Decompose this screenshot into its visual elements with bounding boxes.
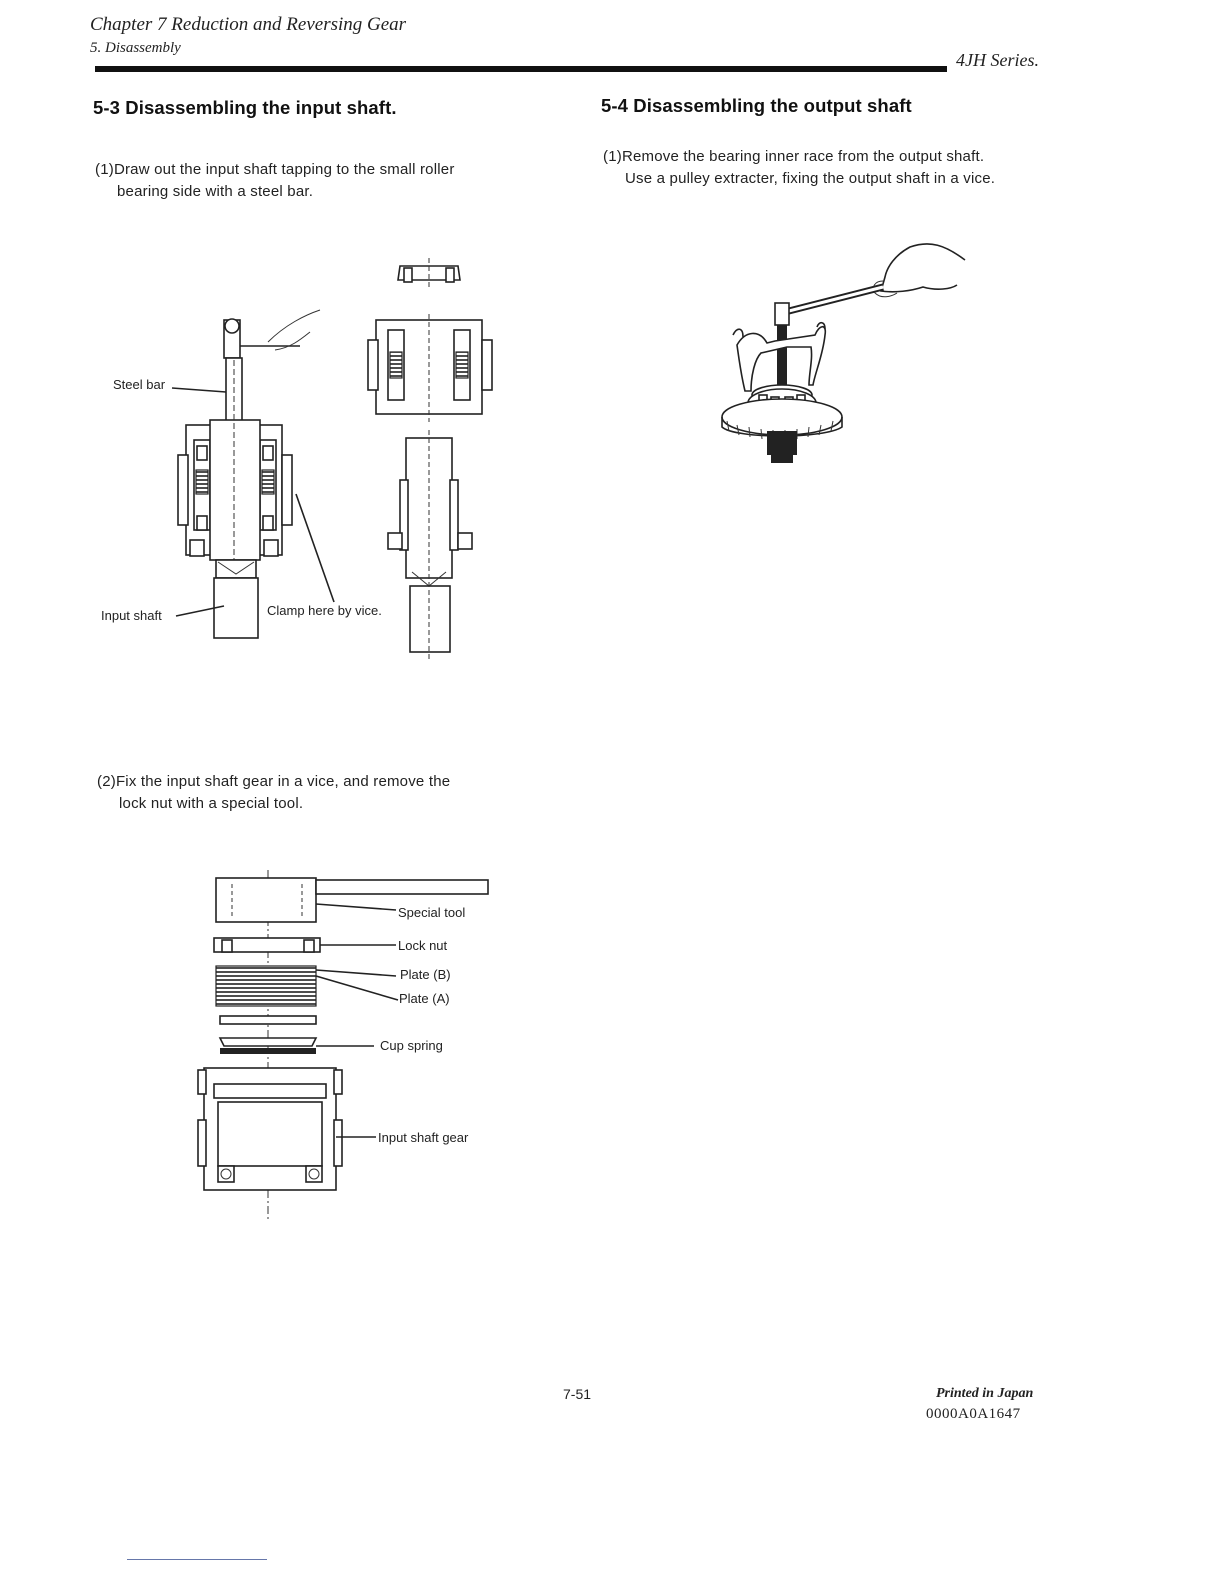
step-number: (1) bbox=[95, 161, 114, 178]
label-steel-bar: Steel bar bbox=[113, 377, 166, 392]
lock-nut bbox=[214, 938, 320, 952]
plates-stack bbox=[216, 966, 316, 1006]
output-shaft-end bbox=[767, 431, 797, 455]
chapter-heading: Chapter 7 Reduction and Reversing Gear bbox=[90, 14, 407, 35]
input-shaft-right bbox=[388, 430, 472, 660]
step-number: (2) bbox=[97, 773, 116, 790]
step-1-output-shaft bbox=[603, 146, 1051, 190]
steel-bar-leader bbox=[172, 388, 226, 392]
input-shaft-left bbox=[214, 560, 258, 638]
label-plate-b: Plate (B) bbox=[400, 967, 451, 982]
figure-lock-nut-removal bbox=[190, 870, 510, 1230]
label-lock-nut: Lock nut bbox=[398, 938, 448, 953]
step-2-input-shaft bbox=[97, 771, 527, 815]
step-number: (1) bbox=[603, 148, 622, 165]
step-1-input-shaft bbox=[95, 159, 545, 203]
label-clamp: Clamp here by vice. bbox=[267, 603, 382, 618]
section-heading: 5. Disassembly bbox=[90, 40, 181, 56]
step-text-line1: Draw out the input shaft tapping to the small roller bbox=[113, 161, 455, 178]
step-text-line1: Fix the input shaft gear in a vice, and remove the bbox=[115, 773, 451, 790]
page-number: 7-51 bbox=[563, 1386, 592, 1402]
special-tool-leader bbox=[316, 904, 396, 910]
plate-b-leader bbox=[316, 970, 396, 976]
section-title-output-shaft: 5-4 Disassembling the output shaft bbox=[601, 95, 912, 116]
label-input-shaft: Input shaft bbox=[101, 608, 162, 623]
washer bbox=[220, 1016, 316, 1024]
label-input-shaft-gear: Input shaft gear bbox=[378, 1130, 469, 1145]
label-special-tool: Special tool bbox=[398, 905, 466, 920]
step-text-rest: bearing side with a steel bar. bbox=[117, 183, 314, 200]
bearing-race-top bbox=[398, 258, 460, 290]
label-plate-a: Plate (A) bbox=[399, 991, 450, 1006]
step-text-rest: Use a pulley extracter, fixing the output shaft in a vice. bbox=[625, 170, 996, 187]
document-code: 0000A0A1647 bbox=[926, 1406, 1021, 1422]
hand-icon bbox=[873, 244, 965, 297]
header-rule bbox=[95, 66, 947, 72]
printed-in: Printed in Japan bbox=[936, 1386, 1034, 1401]
footer-rule bbox=[127, 1559, 267, 1560]
cup-spring bbox=[220, 1038, 316, 1054]
input-shaft-gear bbox=[198, 1068, 342, 1190]
section-title-input-shaft: 5-3 Disassembling the input shaft. bbox=[93, 97, 397, 118]
hammer-icon bbox=[224, 310, 320, 358]
label-cup-spring: Cup spring bbox=[380, 1038, 443, 1053]
bearing-housing-right bbox=[368, 314, 492, 422]
wrench-head bbox=[775, 303, 789, 325]
clamp-leader bbox=[296, 494, 334, 602]
series-label: 4JH Series. bbox=[956, 50, 1039, 70]
step-text-rest: lock nut with a special tool. bbox=[119, 795, 304, 812]
plate-a-leader bbox=[316, 976, 398, 1000]
step-text-line1: Remove the bearing inner race from the output shaft. bbox=[621, 148, 985, 165]
figure-pulley-extractor bbox=[715, 235, 975, 475]
